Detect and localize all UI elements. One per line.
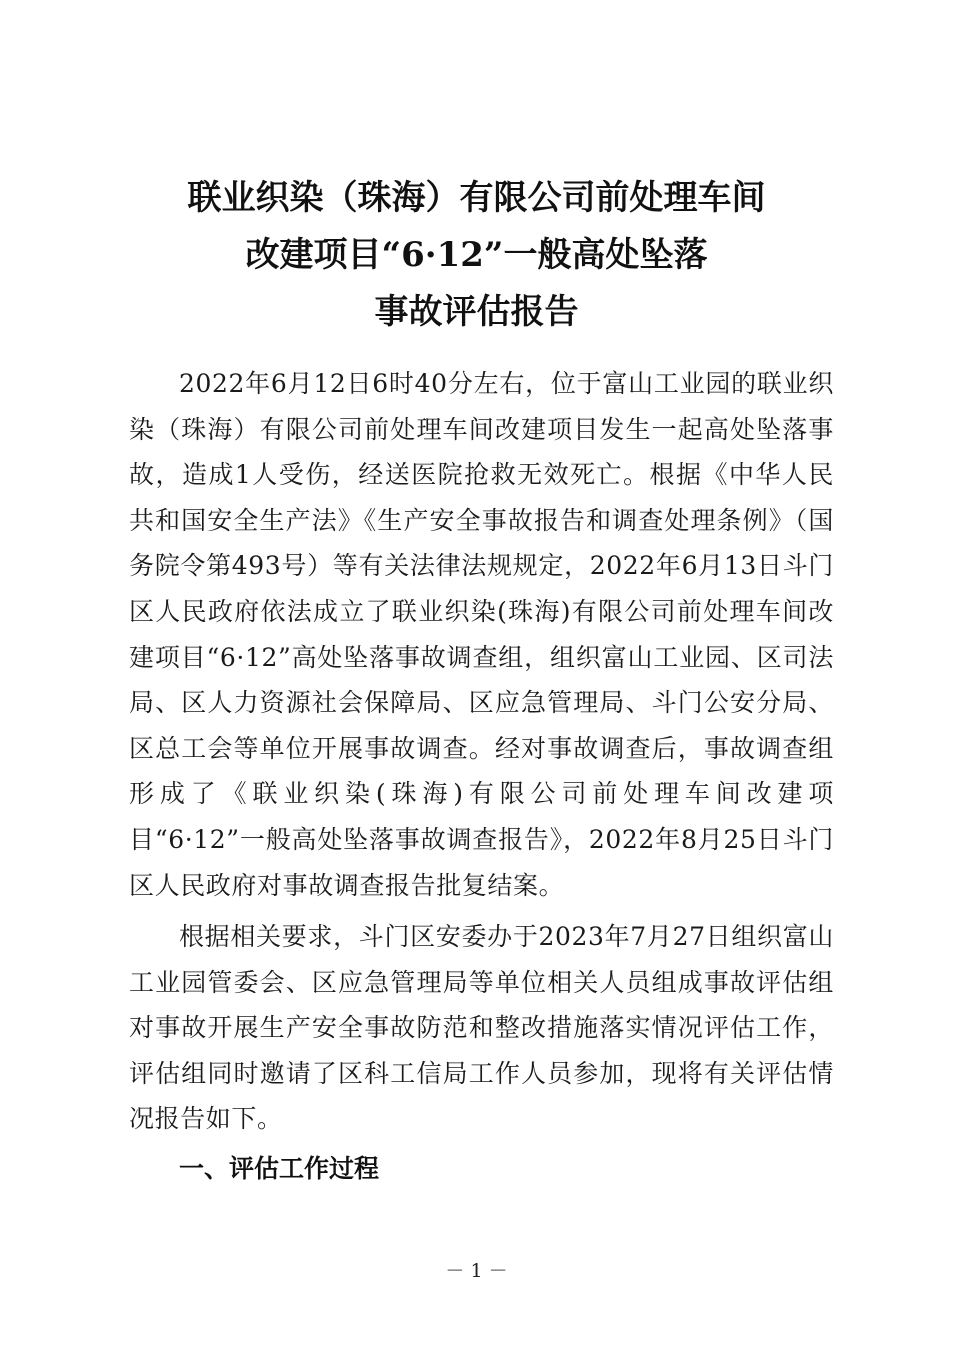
paragraph-1-block [129, 361, 834, 908]
paragraph-incident-summary: 2022年6月12日6时40分左右，位于富山工业园的联业织染（珠海）有限公司前处理车间改建项目发生一起高处坠落事故，造成1人受伤，经送医院抢救无效死亡。根据《中华人民共和国安全生产法》《生产安全事故报告和调查处理条例》（国务院令第493号）等有关法律法规规定，2022年6月13日斗门区人民政府依法成立了联业织染(珠海)有限公司前处理车间改建项目“6·12”高处坠落事故调查组，组织富山工业园、区司法局、区人力资源社会保障局、区应急管理局、斗门公安分局、区总工会等单位开展事故调查。经对事故调查后，事故调查组形成了《联业织染(珠海)有限公司前处理车间改建项目“6·12”一般高处坠落事故调查报告》，2022年8月25日斗门区人民政府对事故调查报告批复结案。 [129, 369, 834, 900]
section-heading: 一、评估工作过程 [179, 1154, 380, 1183]
page-number: － 1 － [445, 1260, 508, 1282]
title-line-2: 改建项目“6·12”一般高处坠落 [245, 235, 708, 275]
title-line-3: 事故评估报告 [374, 292, 579, 332]
paragraph-assessment-intro: 根据相关要求，斗门区安委办于2023年7月27日组织富山工业园管委会、区应急管理局等单位相关人员组成事故评估组对事故开展生产安全事故防范和整改措施落实情况评估工作，评估组同时邀请了区科工信局工作人员参加，现将有关评估情况报告如下。 [129, 922, 834, 1134]
title-line-1: 联业织染（珠海）有限公司前处理车间 [187, 178, 766, 218]
paragraph-2-block [129, 914, 834, 1142]
document-title [0, 170, 953, 341]
